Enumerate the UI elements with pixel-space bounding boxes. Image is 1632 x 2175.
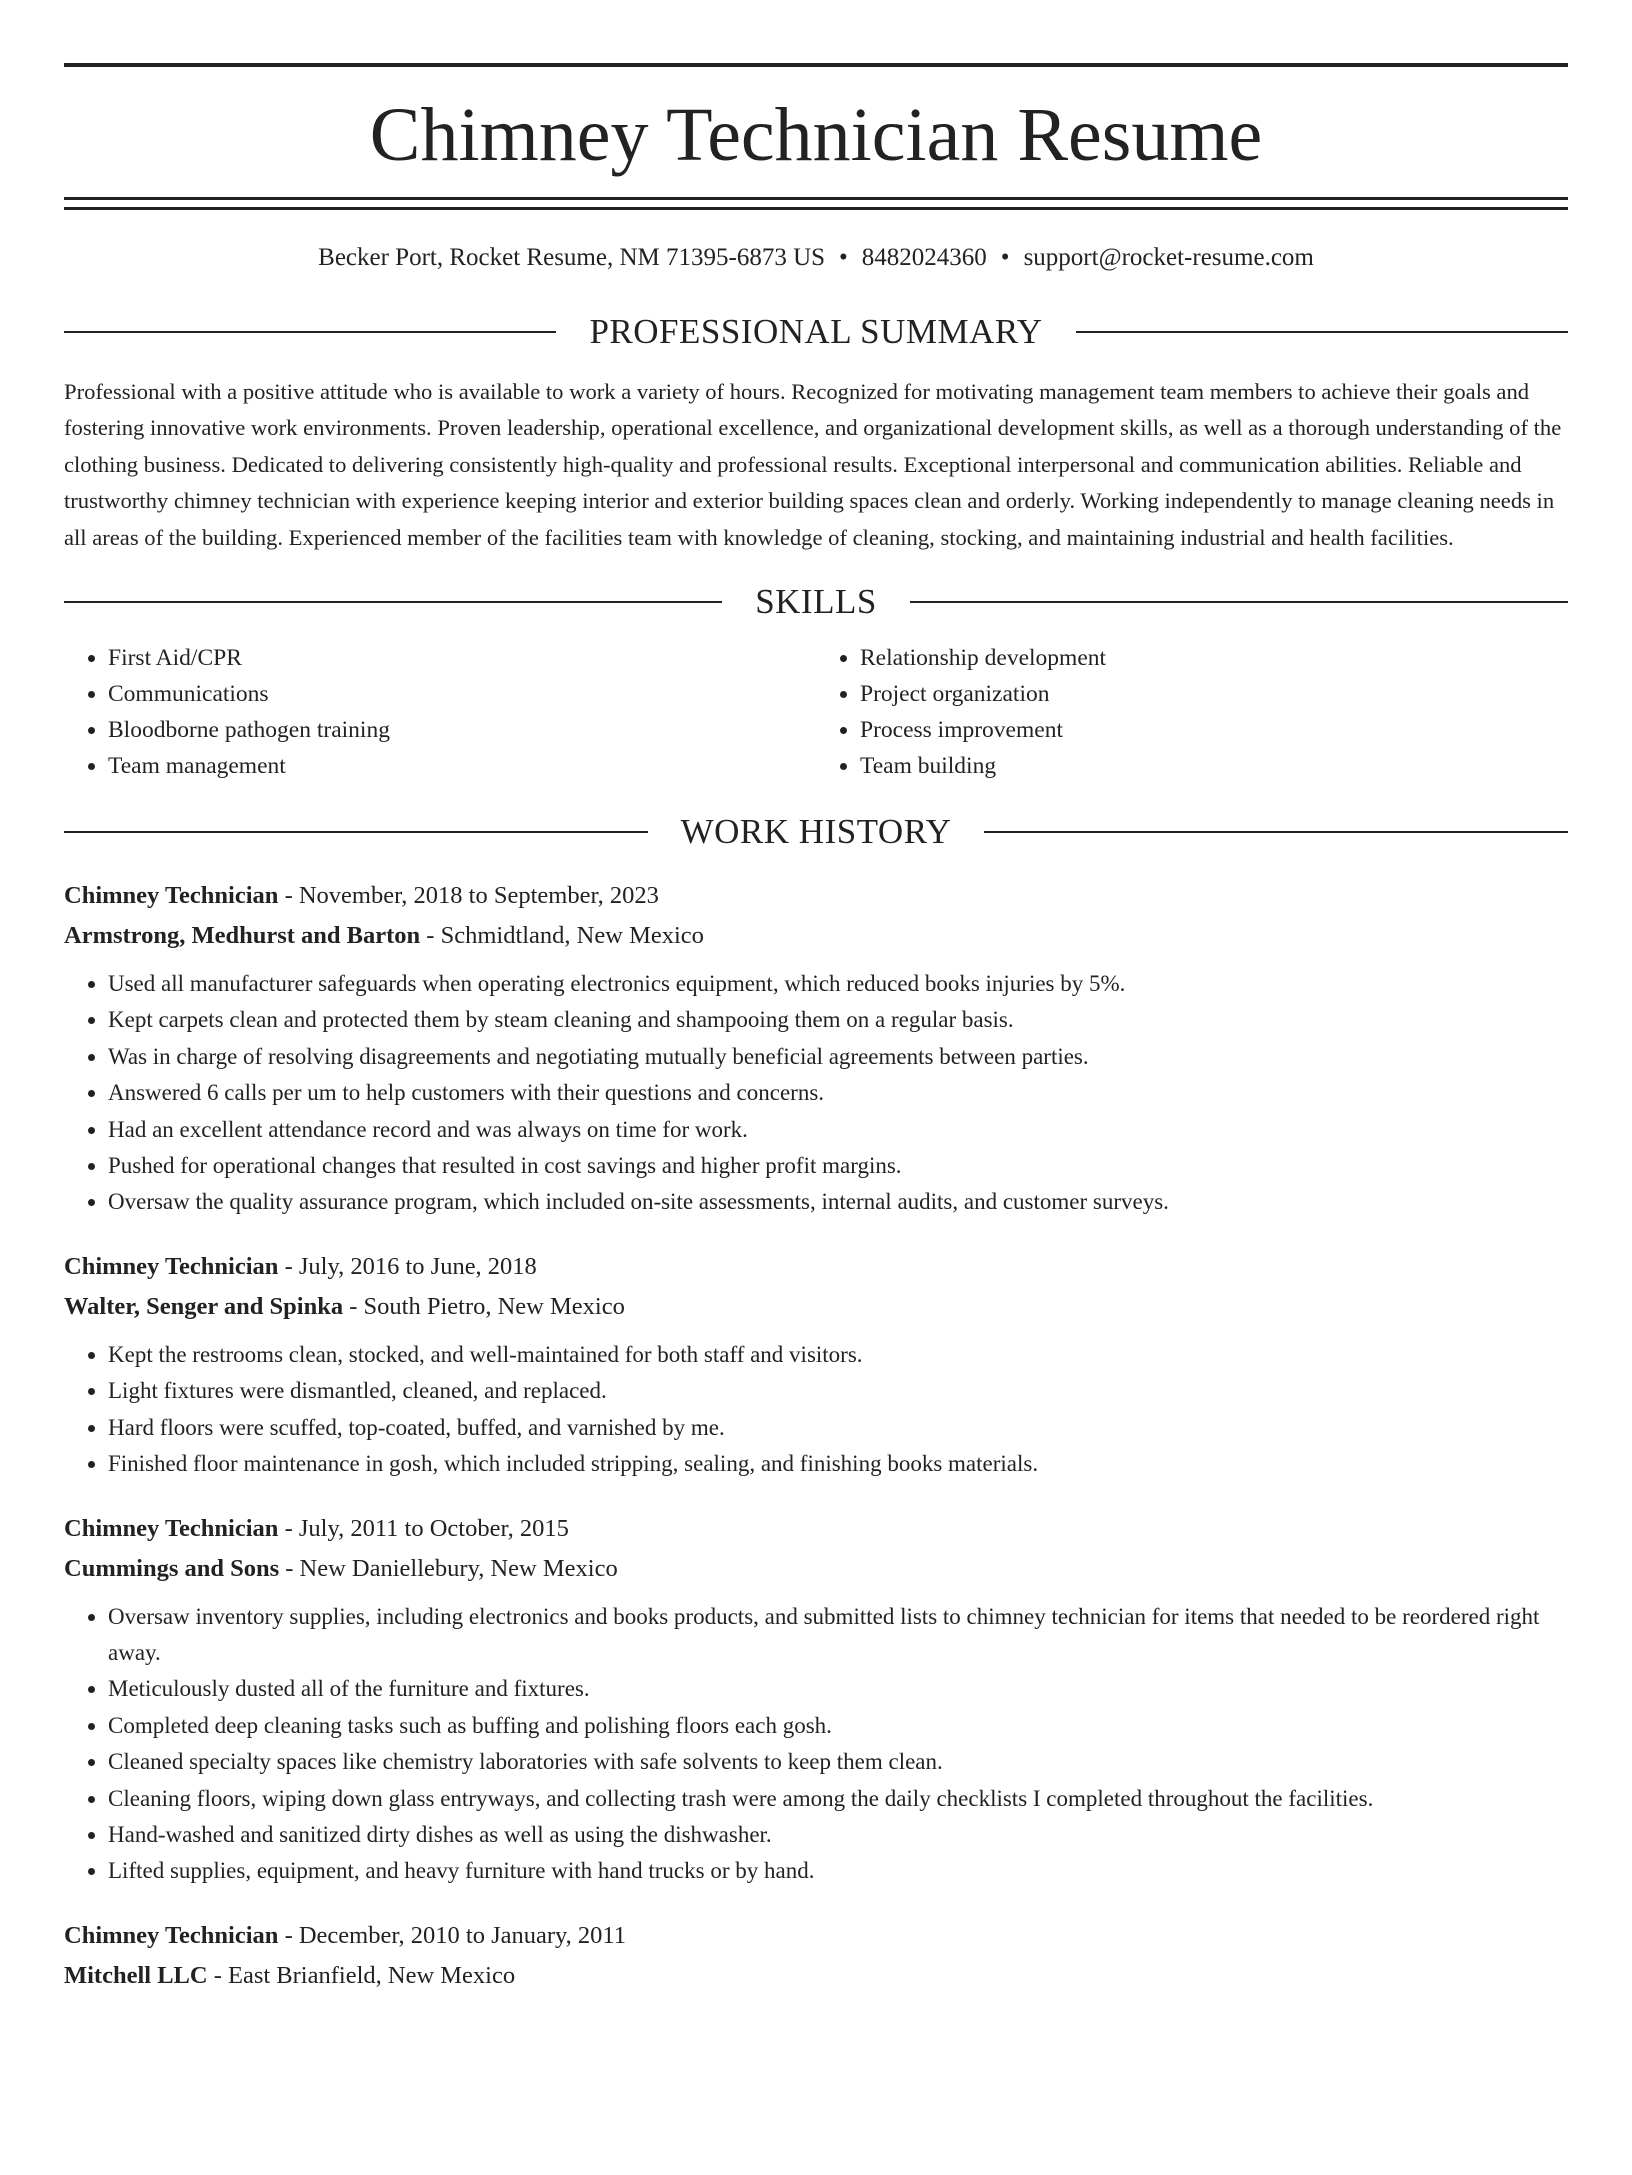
job-dates: - December, 2010 to January, 2011 (278, 1921, 627, 1949)
contact-separator: • (839, 244, 848, 271)
job-bullet: • Hand-washed and sanitized dirty dishes as well as using the dishwasher. (108, 1817, 1568, 1853)
work-heading-label: WORK HISTORY (680, 812, 952, 852)
job-bullet: • Answered 6 calls per um to help customers with their questions and concerns. (108, 1075, 1568, 1111)
job-company: Cummings and Sons (64, 1554, 280, 1582)
job-entry (64, 1916, 1568, 1996)
job-location: - Schmidtland, New Mexico (420, 922, 704, 950)
job-company: Mitchell LLC (64, 1961, 208, 1989)
job-dates: - July, 2016 to June, 2018 (278, 1252, 537, 1280)
job-bullets (64, 1337, 1568, 1483)
job-bullet: • Cleaned specialty spaces like chemistry laboratories with safe solvents to keep them clean. (108, 1744, 1568, 1780)
skill-item: • First Aid/CPR (108, 640, 816, 676)
skills-column-left (64, 640, 816, 784)
job-dates: - July, 2011 to October, 2015 (278, 1514, 569, 1542)
job-bullets (64, 1599, 1568, 1890)
heading-rule (64, 601, 722, 603)
contact-separator: • (1000, 244, 1010, 271)
job-company: Walter, Senger and Spinka (64, 1292, 344, 1320)
job-company: Armstrong, Medhurst and Barton (64, 922, 421, 950)
job-entry (64, 1509, 1568, 1890)
job-bullet: • Kept carpets clean and protected them by steam cleaning and shampooing them on a regular basis. (108, 1002, 1568, 1038)
job-bullet: • Lifted supplies, equipment, and heavy furniture with hand trucks or by hand. (108, 1853, 1568, 1889)
job-title: Chimney Technician (64, 1252, 279, 1280)
job-title: Chimney Technician (64, 1921, 279, 1949)
job-location: - South Pietro, New Mexico (343, 1292, 625, 1320)
job-title-line (64, 1509, 1568, 1549)
job-bullet: • Pushed for operational changes that resulted in cost savings and higher profit margins. (108, 1148, 1568, 1184)
work-heading (64, 812, 1568, 852)
summary-text: Professional with a positive attitude who is available to work a variety of hours. Recognized for motivating management team members to achieve their goals and fostering innovative work environments. Proven leadership, operational excellence, and organizational development skills, as well as a thorough understanding of the clothing business. Dedicated to delivering consistently high-quality and professional results. Exceptional interpersonal and communication abilities. Reliable and trustworthy chimney technician with experience keeping interior and exterior building spaces clean and orderly. Working independently to manage cleaning needs in all areas of the building. Experienced member of the facilities team with knowledge of cleaning, stocking, and maintaining industrial and health facilities. (64, 379, 1562, 550)
job-bullet: • Meticulously dusted all of the furniture and fixtures. (108, 1671, 1568, 1707)
contact-address: Becker Port, Rocket Resume, NM 71395-6873 US (318, 244, 826, 271)
skill-item: • Relationship development (860, 640, 1568, 676)
job-company-line (64, 1287, 1568, 1327)
skills-heading (64, 582, 1568, 622)
job-bullet: • Was in charge of resolving disagreements and negotiating mutually beneficial agreements between parties. (108, 1039, 1568, 1075)
contact-line (64, 244, 1568, 274)
job-dates: - November, 2018 to September, 2023 (278, 882, 659, 910)
job-title: Chimney Technician (64, 1514, 279, 1542)
heading-rule (64, 831, 648, 833)
job-bullet: • Kept the restrooms clean, stocked, and well-maintained for both staff and visitors. (108, 1337, 1568, 1373)
skill-item: • Process improvement (860, 712, 1568, 748)
contact-phone: 8482024360 (861, 244, 987, 271)
job-entry (64, 876, 1568, 1221)
job-bullet: • Light fixtures were dismantled, cleaned, and replaced. (108, 1373, 1568, 1409)
resume-title: Chimney Technician Resume (369, 93, 1263, 177)
job-bullet: • Finished floor maintenance in gosh, which included stripping, sealing, and finishing books materials. (108, 1446, 1568, 1482)
job-bullets (64, 966, 1568, 1221)
title-double-rule (64, 197, 1568, 210)
job-bullet: • Used all manufacturer safeguards when operating electronics equipment, which reduced books injuries by 5%. (108, 966, 1568, 1002)
job-company-line (64, 1956, 1568, 1996)
summary-heading-label: PROFESSIONAL SUMMARY (589, 312, 1043, 351)
job-entry (64, 1247, 1568, 1483)
job-location: - New Daniellebury, New Mexico (279, 1554, 618, 1582)
summary-heading (64, 312, 1568, 352)
skill-item: • Team management (108, 748, 816, 784)
job-bullet: • Completed deep cleaning tasks such as buffing and polishing floors each gosh. (108, 1708, 1568, 1744)
job-title-line (64, 1916, 1568, 1956)
skills-column-right (816, 640, 1568, 784)
job-title-line (64, 1247, 1568, 1287)
skill-item: • Communications (108, 676, 816, 712)
job-location: - East Brianfield, New Mexico (207, 1961, 516, 1989)
job-bullet: • Oversaw the quality assurance program, which included on-site assessments, internal audits, and customer surveys. (108, 1184, 1568, 1220)
heading-rule (910, 601, 1568, 603)
contact-email[interactable]: support@rocket-resume.com (1023, 244, 1314, 271)
job-bullet: • Had an excellent attendance record and was always on time for work. (108, 1112, 1568, 1148)
skills-list (64, 640, 1568, 784)
skill-item: • Team building (860, 748, 1568, 784)
job-company-line (64, 1549, 1568, 1589)
job-title: Chimney Technician (64, 882, 279, 910)
heading-rule (64, 331, 556, 333)
job-title-line (64, 876, 1568, 916)
skills-heading-label: SKILLS (755, 582, 877, 622)
resume-page (0, 63, 1632, 2175)
skill-item: • Project organization (860, 676, 1568, 712)
skill-item: • Bloodborne pathogen training (108, 712, 816, 748)
job-company-line (64, 916, 1568, 956)
job-bullet: • Oversaw inventory supplies, including electronics and books products, and submitted lists to chimney technician for items that needed to be reordered right away. (108, 1599, 1568, 1672)
job-bullet: • Hard floors were scuffed, top-coated, buffed, and varnished by me. (108, 1410, 1568, 1446)
job-bullet: • Cleaning floors, wiping down glass entryways, and collecting trash were among the daily checklists I completed throughout the facilities. (108, 1781, 1568, 1817)
heading-rule (984, 831, 1568, 833)
heading-rule (1076, 331, 1568, 333)
